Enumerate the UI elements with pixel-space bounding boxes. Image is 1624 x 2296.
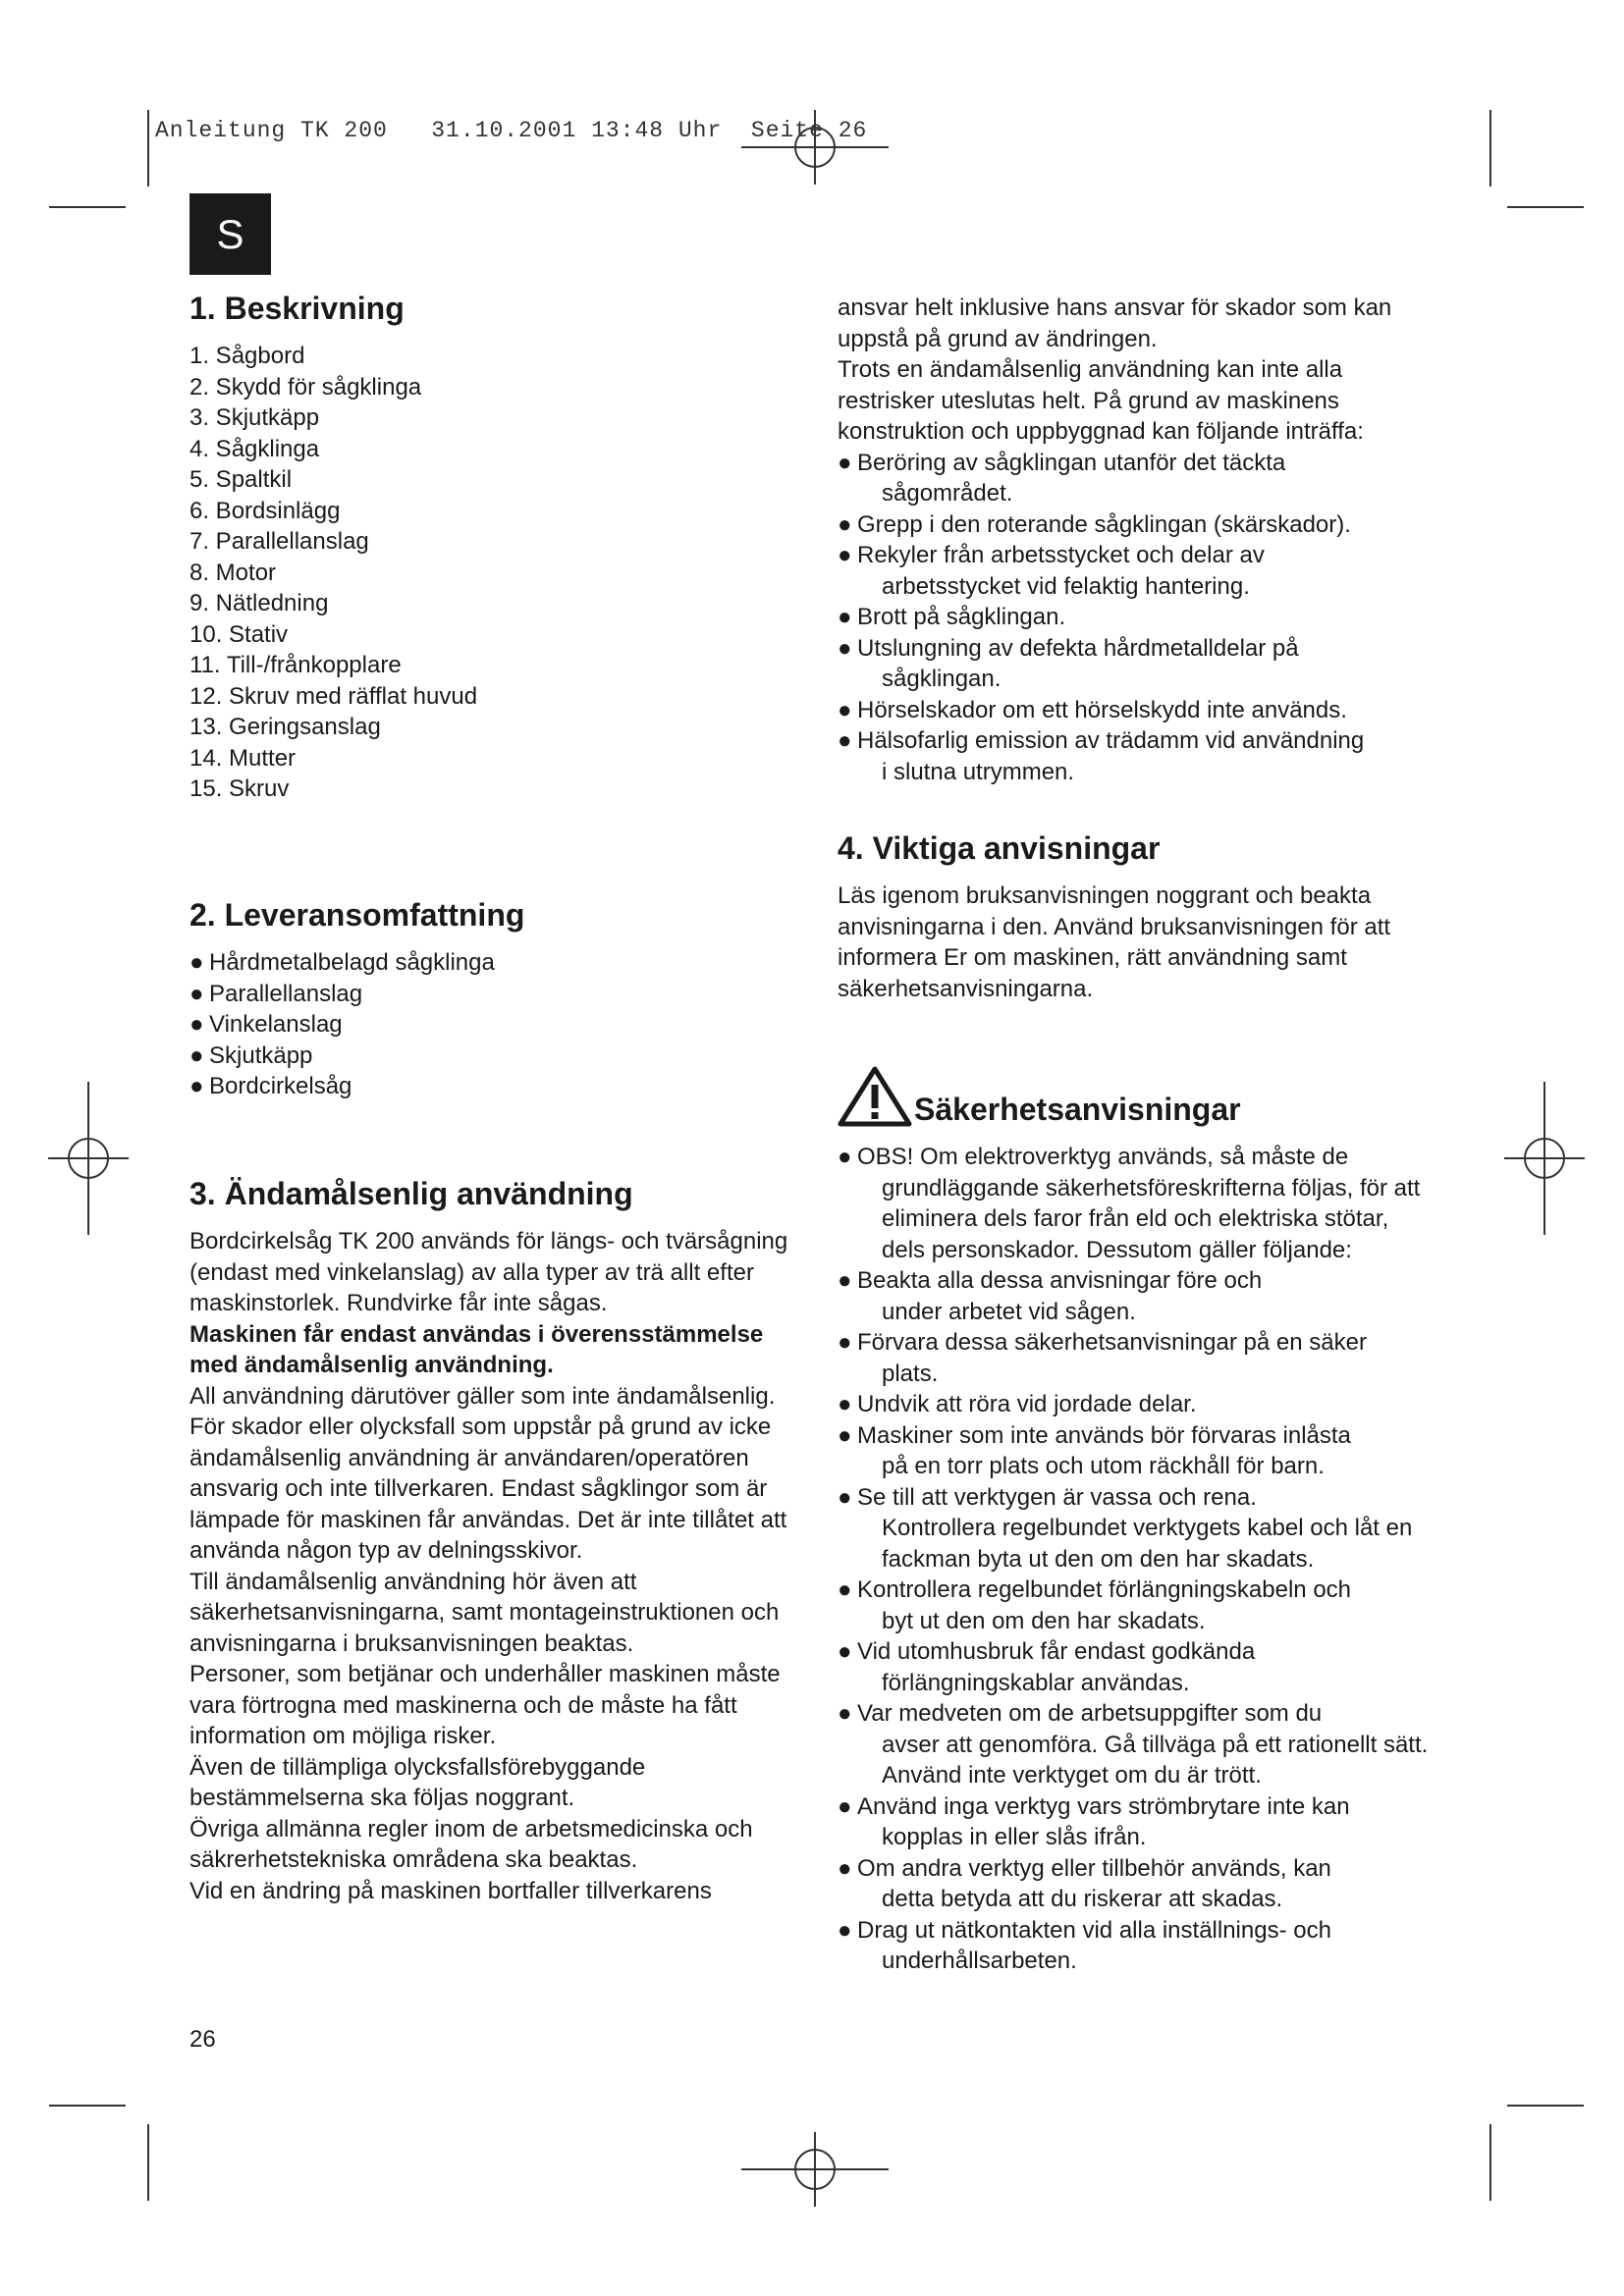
- bullet-icon: ●: [189, 1041, 204, 1069]
- list-item: ● Vinkelanslag: [189, 1009, 788, 1041]
- bullet-icon: ●: [838, 696, 852, 723]
- list-item: ● Om andra verktyg eller tillbehör används, kan detta betyda att du riskerar att skadas.: [838, 1854, 1331, 1912]
- print-header: Anleitung TK 200 31.10.2001 13:48 Uhr Seite 26: [155, 118, 868, 143]
- section-title-text: Säkerhetsanvisningar: [914, 1092, 1241, 1127]
- list-item: ● Utslungning av defekta hårdmetalldelar på sågklingan.: [838, 634, 1299, 692]
- paragraph: Även de tillämpliga olycksfallsförebyggande bestämmelserna ska följas noggrant.: [189, 1753, 646, 1811]
- bullet-icon: ●: [838, 542, 852, 568]
- section-andamalsenlig: [189, 1175, 788, 1906]
- registration-mark-right: [1500, 1080, 1589, 1237]
- registration-mark-top: [736, 108, 893, 187]
- risk-list: [838, 448, 1436, 788]
- section-title: 4. Viktiga anvisningar: [838, 830, 1161, 866]
- crop-mark: [49, 206, 126, 208]
- crop-mark: [1489, 2124, 1491, 2201]
- list-item: ● Se till att verktygen är vassa och rena. Kontrollera regelbundet verktygets kabel och låt en fackman byta ut den om den har skadats.: [838, 1483, 1413, 1573]
- list-item: ● Maskiner som inte används bör förvaras inlåsta på en torr plats och utom räckhåll för barn.: [838, 1421, 1351, 1479]
- section-title: [838, 1065, 1436, 1128]
- list-item: 15. Skruv: [189, 775, 290, 802]
- bullet-icon: ●: [838, 1421, 852, 1449]
- list-item: ● Vid utomhusbruk får endast godkända förlängningskablar användas.: [838, 1638, 1256, 1696]
- list-item: ● Bordcirkelsåg: [189, 1071, 788, 1102]
- list-item: 1. Sågbord: [189, 343, 305, 369]
- paragraph: Till ändamålsenlig användning hör även att säkerhetsanvisningarna, samt montageinstruktionen och anvisningarna i bruksanvisningen beaktas.: [189, 1568, 780, 1657]
- list-item: ● Rekyler från arbetsstycket och delar av arbetsstycket vid felaktig hantering.: [838, 542, 1265, 600]
- list-item: ● Använd inga verktyg vars strömbrytare inte kan kopplas in eller slås ifrån.: [838, 1792, 1350, 1850]
- section-beskrivning: [189, 290, 788, 805]
- bullet-icon: ●: [838, 1144, 852, 1170]
- list-item: ● Brott på sågklingan.: [838, 602, 1436, 633]
- paragraph: All användning därutöver gäller som inte ändamålsenlig. För skador eller olycksfall som uppstår på grund av icke ändamålsenlig användning är användaren/operatören ansvarig och inte tillverkaren. Endast sågklingor som är lämpade för maskinen får användas. Det är inte tillåtet att använda någon typ av delningsskivor.: [189, 1382, 787, 1564]
- paragraph: Läs igenom bruksanvisningen noggrant och beakta anvisningarna i den. Använd bruksanvisningen för att informera Er om maskinen, rätt användning samt säkerhetsanvisningarna.: [838, 882, 1391, 1002]
- registration-mark-left: [44, 1080, 133, 1237]
- warning-icon: [838, 1065, 912, 1128]
- list-item: 13. Geringsanslag: [189, 714, 381, 740]
- page-number: 26: [189, 2026, 216, 2053]
- section-title: 3. Ändamålsenlig användning: [189, 1176, 633, 1211]
- bullet-icon: ●: [838, 1329, 852, 1356]
- bullet-icon: ●: [838, 1700, 852, 1727]
- bullet-icon: ●: [838, 727, 852, 754]
- bullet-icon: ●: [189, 1073, 204, 1099]
- bullet-icon: ●: [838, 1267, 852, 1294]
- list-item: ● OBS! Om elektroverktyg används, så måste de grundläggande säkerhetsföreskrifterna följas, för att eliminera dels faror från eld och elektriska stötar, dels personskador. Dessutom gäller följande:: [838, 1144, 1421, 1263]
- list-item: ● Hårdmetalbelagd sågklinga: [189, 947, 788, 979]
- list-item: 12. Skruv med räfflat huvud: [189, 682, 478, 710]
- section-title: 1. Beskrivning: [189, 291, 405, 326]
- crop-mark: [147, 2124, 149, 2201]
- paragraph: Övriga allmänna regler inom de arbetsmedicinska och säkrerhetstekniska områdena ska beaktas.: [189, 1815, 753, 1873]
- list-item: ● Skjutkäpp: [189, 1041, 788, 1072]
- bullet-icon: ●: [838, 1576, 852, 1603]
- paragraph: Vid en ändring på maskinen bortfaller tillverkarens: [189, 1877, 712, 1904]
- crop-mark: [1507, 2105, 1584, 2107]
- list-item: 8. Motor: [189, 559, 277, 586]
- bullet-icon: ●: [838, 1638, 852, 1665]
- safety-list: [838, 1142, 1436, 1977]
- crop-mark: [49, 2105, 126, 2107]
- registration-mark-bottom: [736, 2130, 893, 2209]
- list-item: ● Undvik att röra vid jordade delar.: [838, 1389, 1436, 1420]
- list-item: ● Förvara dessa säkerhetsanvisningar på en säker plats.: [838, 1329, 1367, 1387]
- list-item: ● Hälsofarlig emission av trädamm vid användning i slutna utrymmen.: [838, 727, 1365, 785]
- bullet-icon: ●: [189, 949, 204, 976]
- section-sakerhetsanvisningar: [838, 1065, 1436, 1977]
- list-item: 3. Skjutkäpp: [189, 404, 320, 431]
- section-viktiga-anvisningar: [838, 829, 1436, 1004]
- bullet-icon: ●: [838, 510, 852, 538]
- list-item: 9. Nätledning: [189, 590, 329, 616]
- paragraph: Bordcirkelsåg TK 200 används för längs- och tvärsågning (endast med vinkelanslag) av alla typer av trä allt efter maskinstorlek. Rundvirke får inte sågas.: [189, 1228, 788, 1316]
- list-item: 7. Parallellanslag: [189, 528, 369, 555]
- list-item: ● Parallellanslag: [189, 979, 788, 1010]
- crop-mark: [147, 110, 149, 187]
- crop-mark: [1489, 110, 1491, 187]
- section-title: 2. Leveransomfattning: [189, 897, 525, 933]
- crop-mark: [1507, 206, 1584, 208]
- list-item: ● Beröring av sågklingan utanför det täckta sågområdet.: [838, 449, 1286, 507]
- bullet-icon: ●: [838, 1854, 852, 1882]
- bold-notice: Maskinen får endast användas i överensstämmelse med ändamålsenlig användning.: [189, 1320, 764, 1378]
- bullet-icon: ●: [838, 1483, 852, 1511]
- list-item: 14. Mutter: [189, 744, 297, 772]
- paragraph: Personer, som betjänar och underhåller maskinen måste vara förtrogna med maskinerna och de måste ha fått information om möjliga risker.: [189, 1661, 781, 1749]
- parts-list: [189, 341, 788, 805]
- bullet-icon: ●: [838, 1916, 852, 1944]
- bullet-icon: ●: [189, 980, 204, 1007]
- bullet-icon: ●: [838, 1792, 852, 1820]
- list-item: 10. Stativ: [189, 620, 289, 648]
- list-item: 11. Till-/frånkopplare: [189, 652, 402, 678]
- list-item: ● Hörselskador om ett hörselskydd inte används.: [838, 695, 1436, 726]
- list-item: 5. Spaltkil: [189, 466, 293, 493]
- list-item: 4. Sågklinga: [189, 435, 320, 462]
- list-item: 2. Skydd för sågklinga: [189, 373, 422, 400]
- bullet-icon: ●: [189, 1011, 204, 1038]
- list-item: ● Var medveten om de arbetsuppgifter som du avser att genomföra. Gå tillväga på ett rationellt sätt. Använd inte verktyget om du är trött.: [838, 1700, 1429, 1789]
- bullet-icon: ●: [838, 449, 852, 476]
- list-item: 6. Bordsinlägg: [189, 497, 341, 524]
- section-andamalsenlig-continued: [838, 293, 1436, 787]
- bullet-icon: ●: [838, 604, 852, 630]
- list-item: ● Beakta alla dessa anvisningar före och under arbetet vid sågen.: [838, 1267, 1263, 1325]
- section-leveransomfattning: [189, 896, 788, 1102]
- delivery-list: [189, 947, 788, 1102]
- list-item: ● Grepp i den roterande sågklingan (skärskador).: [838, 509, 1436, 541]
- bullet-icon: ●: [838, 1391, 852, 1417]
- paragraph: ansvar helt inklusive hans ansvar för skador som kan uppstå på grund av ändringen.: [838, 294, 1392, 352]
- language-badge: S: [189, 193, 271, 275]
- bullet-icon: ●: [838, 634, 852, 662]
- paragraph: Trots en ändamålsenlig användning kan inte alla restrisker uteslutas helt. På grund av maskinens konstruktion och uppbyggnad kan följande inträffa:: [838, 356, 1364, 445]
- list-item: ● Kontrollera regelbundet förlängningskabeln och byt ut den om den har skadats.: [838, 1576, 1352, 1634]
- list-item: ● Drag ut nätkontakten vid alla inställnings- och underhållsarbeten.: [838, 1916, 1331, 1974]
